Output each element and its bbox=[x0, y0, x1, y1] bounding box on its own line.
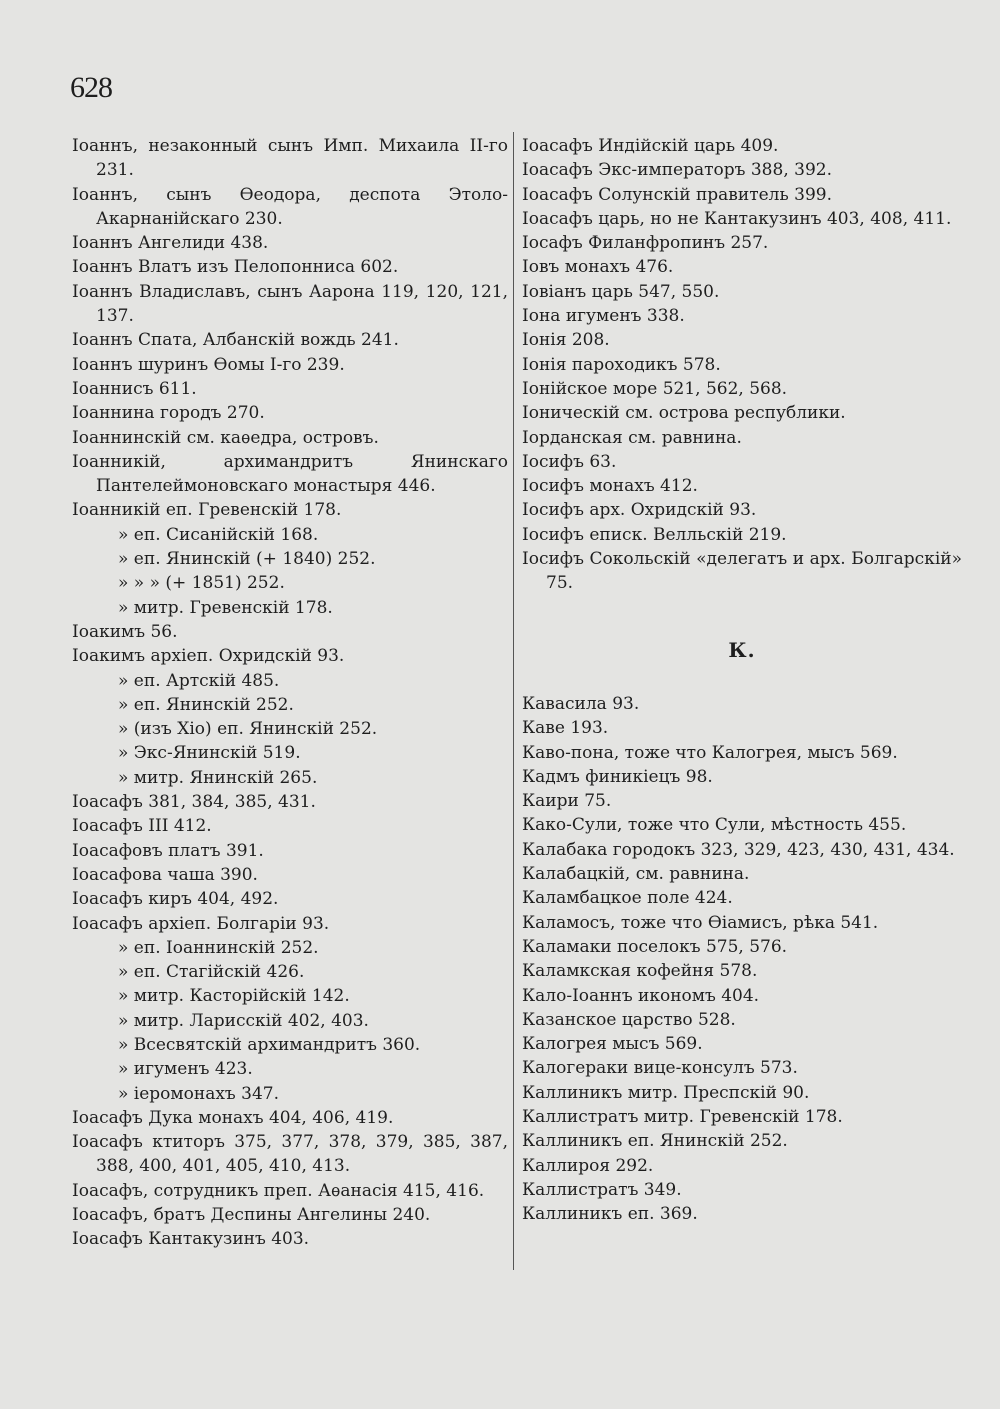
index-entry: Іонія пароходикъ 578. bbox=[522, 354, 721, 375]
index-entry: Каллиникъ еп. Янинскій 252. bbox=[522, 1131, 788, 1152]
index-entry: Калабацкій, см. равнина. bbox=[522, 864, 750, 885]
index-entry: » » » (+ 1851) 252. bbox=[118, 573, 285, 594]
index-entry: Іосифъ еписк. Велльскій 219. bbox=[522, 524, 787, 545]
index-entry: Іоасафъ архіеп. Болгаріи 93. bbox=[72, 913, 330, 934]
index-entry: » игуменъ 423. bbox=[118, 1059, 253, 1080]
right-entries bbox=[522, 134, 962, 596]
index-entry: Каламкская кофейня 578. bbox=[522, 961, 758, 982]
index-entry: Кадмъ финикіецъ 98. bbox=[522, 766, 713, 787]
index-entry: Каламаки поселокъ 575, 576. bbox=[522, 936, 788, 957]
index-entry: Іоасафовъ платъ 391. bbox=[72, 840, 264, 861]
index-entry: Іоасафъ Солунскій правитель 399. bbox=[522, 184, 832, 205]
index-entry: Кавасила 93. bbox=[522, 693, 640, 714]
index-entry: Іоанникій, архимандритъ Янинскаго Пантелеймоновскаго монастыря 446. bbox=[72, 451, 508, 497]
index-entry: Іоаннисъ 611. bbox=[72, 378, 197, 399]
index-entry: Каво-пона, тоже что Калогрея, мысъ 569. bbox=[522, 742, 898, 763]
index-entry: Іоанникій еп. Гревенскій 178. bbox=[72, 500, 342, 521]
index-entry: Іоасафъ ІІІ 412. bbox=[72, 816, 212, 837]
index-entry: Іосифъ арх. Охридскій 93. bbox=[522, 500, 757, 521]
k-entries bbox=[522, 692, 962, 1227]
section-letter-heading: К. bbox=[728, 637, 756, 662]
index-entry: » еп. Янинскій 252. bbox=[118, 694, 294, 715]
index-entry: Іонійское море 521, 562, 568. bbox=[522, 378, 788, 399]
index-entry: » митр. Касторійскій 142. bbox=[118, 986, 350, 1007]
index-entry: Како-Сули, тоже что Сули, мѣстность 455. bbox=[522, 815, 907, 836]
index-entry: » митр. Гревенскій 178. bbox=[118, 597, 333, 618]
index-entry: Іоасафъ царь, но не Кантакузинъ 403, 408, 411. bbox=[522, 208, 952, 229]
index-entry: Іоасафъ Экс-императоръ 388, 392. bbox=[522, 160, 832, 181]
index-entry: » еп. Іоаннинскій 252. bbox=[118, 937, 319, 958]
index-entry: Іосифъ Сокольскій «делегатъ и арх. Болгарскій» 75. bbox=[522, 549, 962, 594]
right-column bbox=[522, 134, 962, 1226]
index-entry: Іоаннъ Спата, Албанскій вождь 241. bbox=[72, 330, 399, 351]
index-entry: Кало-Іоаннъ икономъ 404. bbox=[522, 985, 760, 1006]
index-entry: » еп. Артскій 485. bbox=[118, 670, 280, 691]
index-entry: Іоасафъ 381, 384, 385, 431. bbox=[72, 792, 316, 813]
index-entry: » іеромонахъ 347. bbox=[118, 1083, 280, 1104]
index-entry: Каллистратъ митр. Гревенскій 178. bbox=[522, 1106, 843, 1127]
index-entry: Каламосъ, тоже что Өіамисъ, рѣка 541. bbox=[522, 912, 879, 933]
index-entry: » Всесвятскій архимандритъ 360. bbox=[118, 1034, 421, 1055]
index-entry: Іоаннъ шуринъ Өомы І-го 239. bbox=[72, 354, 345, 375]
left-column bbox=[72, 134, 508, 1252]
index-entry: Каллироя 292. bbox=[522, 1155, 654, 1176]
index-entry: » еп. Стагійскій 426. bbox=[118, 962, 305, 983]
index-entry: Іосафъ Филанфропинъ 257. bbox=[522, 233, 769, 254]
index-entry: Іона игуменъ 338. bbox=[522, 306, 685, 327]
index-entry: Казанское царство 528. bbox=[522, 1009, 736, 1030]
index-entry: Іоаннъ Владиславъ, сынъ Аарона 119, 120, 121, 137. bbox=[72, 281, 508, 327]
index-entry: Каламбацкое поле 424. bbox=[522, 888, 733, 909]
index-entry: Іоасафъ, сотрудникъ преп. Аѳанасія 415, 416. bbox=[72, 1180, 485, 1201]
index-entry: Іорданская см. равнина. bbox=[522, 427, 742, 448]
index-entry: Іоакимъ 56. bbox=[72, 621, 178, 642]
index-entry: Іоасафъ Кантакузинъ 403. bbox=[72, 1229, 310, 1250]
index-entry: » еп. Сисанійскій 168. bbox=[118, 524, 319, 545]
index-entry: Калабака городокъ 323, 329, 423, 430, 431, 434. bbox=[522, 839, 955, 860]
index-entry: Іосифъ 63. bbox=[522, 451, 617, 472]
index-entry: Іоаннина городъ 270. bbox=[72, 403, 265, 424]
index-entry: Іоасафъ киръ 404, 492. bbox=[72, 889, 279, 910]
index-entry: Каве 193. bbox=[522, 718, 609, 739]
index-entry: Іоаннъ, незаконный сынъ Имп. Михаила ІІ-го 231. bbox=[72, 136, 508, 181]
index-entry: Каллиникъ еп. 369. bbox=[522, 1204, 698, 1225]
index-entry: Іоаннъ Ангелиди 438. bbox=[72, 233, 269, 254]
index-entry: Іовъ монахъ 476. bbox=[522, 257, 674, 278]
index-entry: Іоасафъ Дука монахъ 404, 406, 419. bbox=[72, 1107, 394, 1128]
index-entry: Іовіанъ царь 547, 550. bbox=[522, 281, 720, 302]
index-entry: » еп. Янинскій (+ 1840) 252. bbox=[118, 549, 376, 570]
index-entry: Калогрея мысъ 569. bbox=[522, 1034, 703, 1055]
index-entry: » Экс-Янинскій 519. bbox=[118, 743, 301, 764]
page-number: 628 bbox=[70, 71, 112, 104]
index-entry: » митр. Ларисскій 402, 403. bbox=[118, 1010, 369, 1031]
index-entry: Іосифъ монахъ 412. bbox=[522, 476, 698, 497]
index-entry: Іоасафова чаша 390. bbox=[72, 864, 258, 885]
index-entry: Іонія 208. bbox=[522, 330, 610, 351]
index-entry: Іоаннъ Влатъ изъ Пелопонниса 602. bbox=[72, 257, 399, 278]
index-entry: » (изъ Хіо) еп. Янинскій 252. bbox=[118, 719, 378, 740]
index-entry: Іоническій см. острова республики. bbox=[522, 403, 846, 424]
index-entry: » митр. Янинскій 265. bbox=[118, 767, 318, 788]
column-divider bbox=[513, 132, 514, 1270]
index-entry: Іоасафъ ктиторъ 375, 377, 378, 379, 385, 387, 388, 400, 401, 405, 410, 413. bbox=[72, 1132, 508, 1177]
index-entry: Каллиникъ митр. Преспскій 90. bbox=[522, 1082, 810, 1103]
index-entry: Іоакимъ архіеп. Охридскій 93. bbox=[72, 646, 345, 667]
index-entry: Іоасафъ Индійскій царь 409. bbox=[522, 136, 779, 156]
index-entry: Іоасафъ, братъ Деспины Ангелины 240. bbox=[72, 1205, 431, 1226]
index-entry: Каллистратъ 349. bbox=[522, 1179, 682, 1200]
index-entry: Каири 75. bbox=[522, 791, 612, 812]
index-entry: Іоаннъ, сынъ Өеодора, деспота Этоло-Акарнанійскаго 230. bbox=[72, 184, 508, 229]
index-entry: Калогераки вице-консулъ 573. bbox=[522, 1058, 798, 1079]
index-entry: Іоаннинскій см. каѳедра, островъ. bbox=[72, 427, 379, 448]
